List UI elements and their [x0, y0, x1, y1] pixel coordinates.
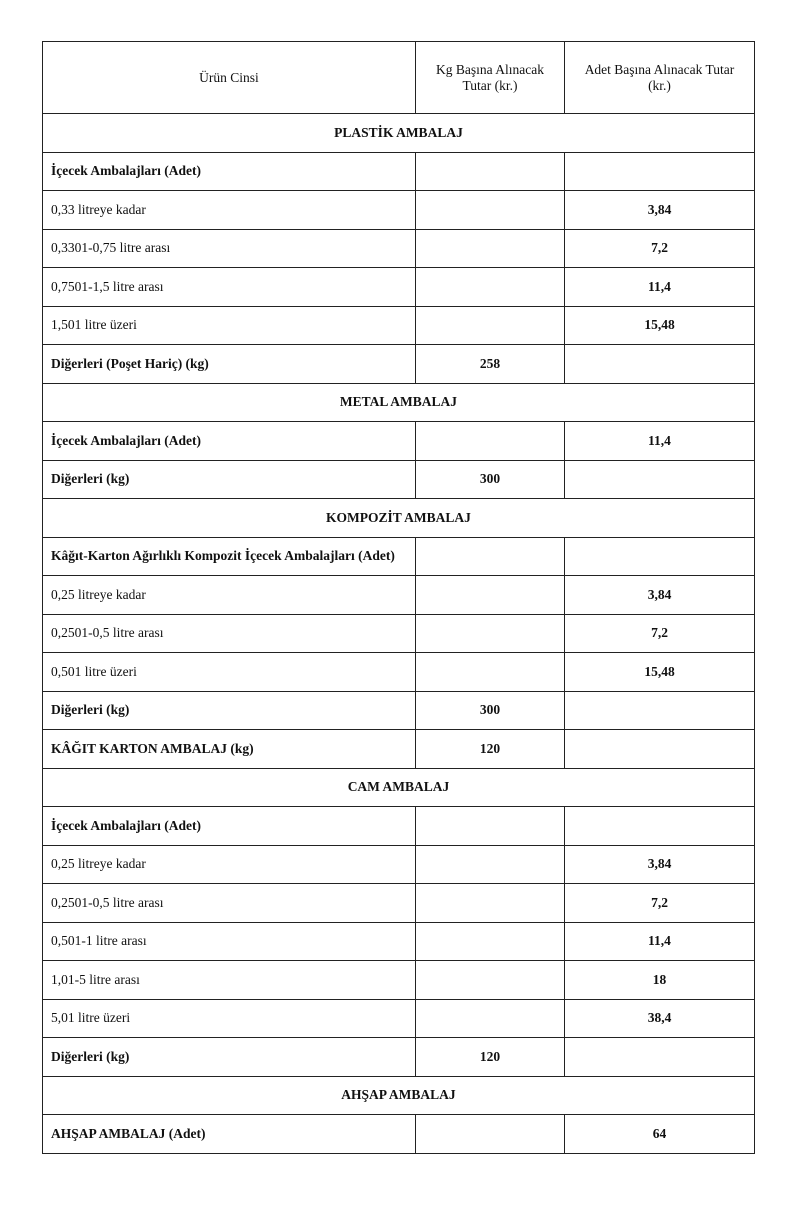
table-body: [43, 114, 755, 1154]
product-name-cell: 0,33 litreye kadar: [43, 191, 416, 230]
per-kg-amount-cell: 120: [416, 730, 565, 769]
product-name-cell: 1,01-5 litre arası: [43, 961, 416, 1000]
per-unit-amount-cell: 3,84: [565, 576, 755, 615]
product-name-cell: Diğerleri (kg): [43, 691, 416, 730]
per-unit-amount-cell: 15,48: [565, 306, 755, 345]
per-unit-amount-cell: 11,4: [565, 268, 755, 307]
per-unit-amount-cell: 7,2: [565, 614, 755, 653]
per-unit-amount-cell: [565, 345, 755, 384]
per-kg-amount-cell: [416, 653, 565, 692]
per-unit-amount-cell: [565, 537, 755, 576]
per-kg-amount-cell: [416, 191, 565, 230]
section-heading: METAL AMBALAJ: [43, 383, 755, 422]
product-name-cell: Diğerleri (kg): [43, 1038, 416, 1077]
per-kg-amount-cell: [416, 268, 565, 307]
per-unit-amount-cell: [565, 691, 755, 730]
per-kg-amount-cell: [416, 422, 565, 461]
table-row: [43, 845, 755, 884]
table-row: [43, 922, 755, 961]
table-row: [43, 537, 755, 576]
table-row: [43, 807, 755, 846]
product-name-cell: İçecek Ambalajları (Adet): [43, 152, 416, 191]
per-unit-amount-cell: 64: [565, 1115, 755, 1154]
per-kg-amount-cell: [416, 922, 565, 961]
table-row: [43, 576, 755, 615]
product-name-cell: 5,01 litre üzeri: [43, 999, 416, 1038]
product-name-cell: 0,3301-0,75 litre arası: [43, 229, 416, 268]
section-row: [43, 499, 755, 538]
per-unit-amount-cell: 11,4: [565, 422, 755, 461]
section-heading: PLASTİK AMBALAJ: [43, 114, 755, 153]
section-heading: AHŞAP AMBALAJ: [43, 1076, 755, 1115]
product-name-cell: Diğerleri (kg): [43, 460, 416, 499]
table-row: [43, 691, 755, 730]
table-row: [43, 614, 755, 653]
table-row: [43, 422, 755, 461]
product-name-cell: İçecek Ambalajları (Adet): [43, 807, 416, 846]
table-row: [43, 191, 755, 230]
per-unit-amount-cell: [565, 730, 755, 769]
product-name-cell: 0,2501-0,5 litre arası: [43, 614, 416, 653]
product-name-cell: 0,501-1 litre arası: [43, 922, 416, 961]
per-unit-amount-cell: 38,4: [565, 999, 755, 1038]
per-kg-amount-cell: [416, 884, 565, 923]
section-heading: KOMPOZİT AMBALAJ: [43, 499, 755, 538]
section-row: [43, 114, 755, 153]
product-name-cell: İçecek Ambalajları (Adet): [43, 422, 416, 461]
section-row: [43, 1076, 755, 1115]
per-kg-amount-cell: [416, 1115, 565, 1154]
header-per-unit-amount: Adet Başına Alınacak Tutar (kr.): [565, 42, 755, 114]
product-name-cell: AHŞAP AMBALAJ (Adet): [43, 1115, 416, 1154]
table-row: [43, 268, 755, 307]
table-header-row: [43, 42, 755, 114]
product-name-cell: 0,25 litreye kadar: [43, 845, 416, 884]
product-name-cell: Diğerleri (Poşet Hariç) (kg): [43, 345, 416, 384]
per-unit-amount-cell: [565, 152, 755, 191]
table-row: [43, 306, 755, 345]
product-name-cell: Kâğıt-Karton Ağırlıklı Kompozit İçecek Ambalajları (Adet): [43, 537, 416, 576]
per-kg-amount-cell: [416, 807, 565, 846]
per-kg-amount-cell: [416, 306, 565, 345]
per-unit-amount-cell: [565, 460, 755, 499]
per-unit-amount-cell: [565, 807, 755, 846]
section-heading: CAM AMBALAJ: [43, 768, 755, 807]
product-name-cell: KÂĞIT KARTON AMBALAJ (kg): [43, 730, 416, 769]
per-kg-amount-cell: [416, 614, 565, 653]
per-kg-amount-cell: [416, 845, 565, 884]
product-name-cell: 0,7501-1,5 litre arası: [43, 268, 416, 307]
per-kg-amount-cell: [416, 229, 565, 268]
section-row: [43, 383, 755, 422]
per-unit-amount-cell: 18: [565, 961, 755, 1000]
per-unit-amount-cell: 11,4: [565, 922, 755, 961]
per-kg-amount-cell: 300: [416, 460, 565, 499]
table-row: [43, 653, 755, 692]
table-row: [43, 345, 755, 384]
per-unit-amount-cell: 15,48: [565, 653, 755, 692]
table-row: [43, 961, 755, 1000]
table-row: [43, 1038, 755, 1077]
per-unit-amount-cell: 3,84: [565, 845, 755, 884]
table-row: [43, 1115, 755, 1154]
header-product-type: Ürün Cinsi: [43, 42, 416, 114]
per-kg-amount-cell: [416, 576, 565, 615]
table-row: [43, 999, 755, 1038]
per-unit-amount-cell: 7,2: [565, 884, 755, 923]
per-unit-amount-cell: 3,84: [565, 191, 755, 230]
per-kg-amount-cell: 300: [416, 691, 565, 730]
product-name-cell: 0,25 litreye kadar: [43, 576, 416, 615]
product-name-cell: 1,501 litre üzeri: [43, 306, 416, 345]
table-row: [43, 884, 755, 923]
per-kg-amount-cell: 120: [416, 1038, 565, 1077]
per-kg-amount-cell: [416, 961, 565, 1000]
per-kg-amount-cell: [416, 999, 565, 1038]
table-row: [43, 229, 755, 268]
table-row: [43, 152, 755, 191]
table-row: [43, 730, 755, 769]
per-kg-amount-cell: [416, 537, 565, 576]
per-kg-amount-cell: [416, 152, 565, 191]
per-unit-amount-cell: 7,2: [565, 229, 755, 268]
packaging-fee-table: [42, 41, 755, 1154]
per-unit-amount-cell: [565, 1038, 755, 1077]
table-row: [43, 460, 755, 499]
header-per-kg-amount: Kg Başına Alınacak Tutar (kr.): [416, 42, 565, 114]
product-name-cell: 0,501 litre üzeri: [43, 653, 416, 692]
per-kg-amount-cell: 258: [416, 345, 565, 384]
product-name-cell: 0,2501-0,5 litre arası: [43, 884, 416, 923]
section-row: [43, 768, 755, 807]
